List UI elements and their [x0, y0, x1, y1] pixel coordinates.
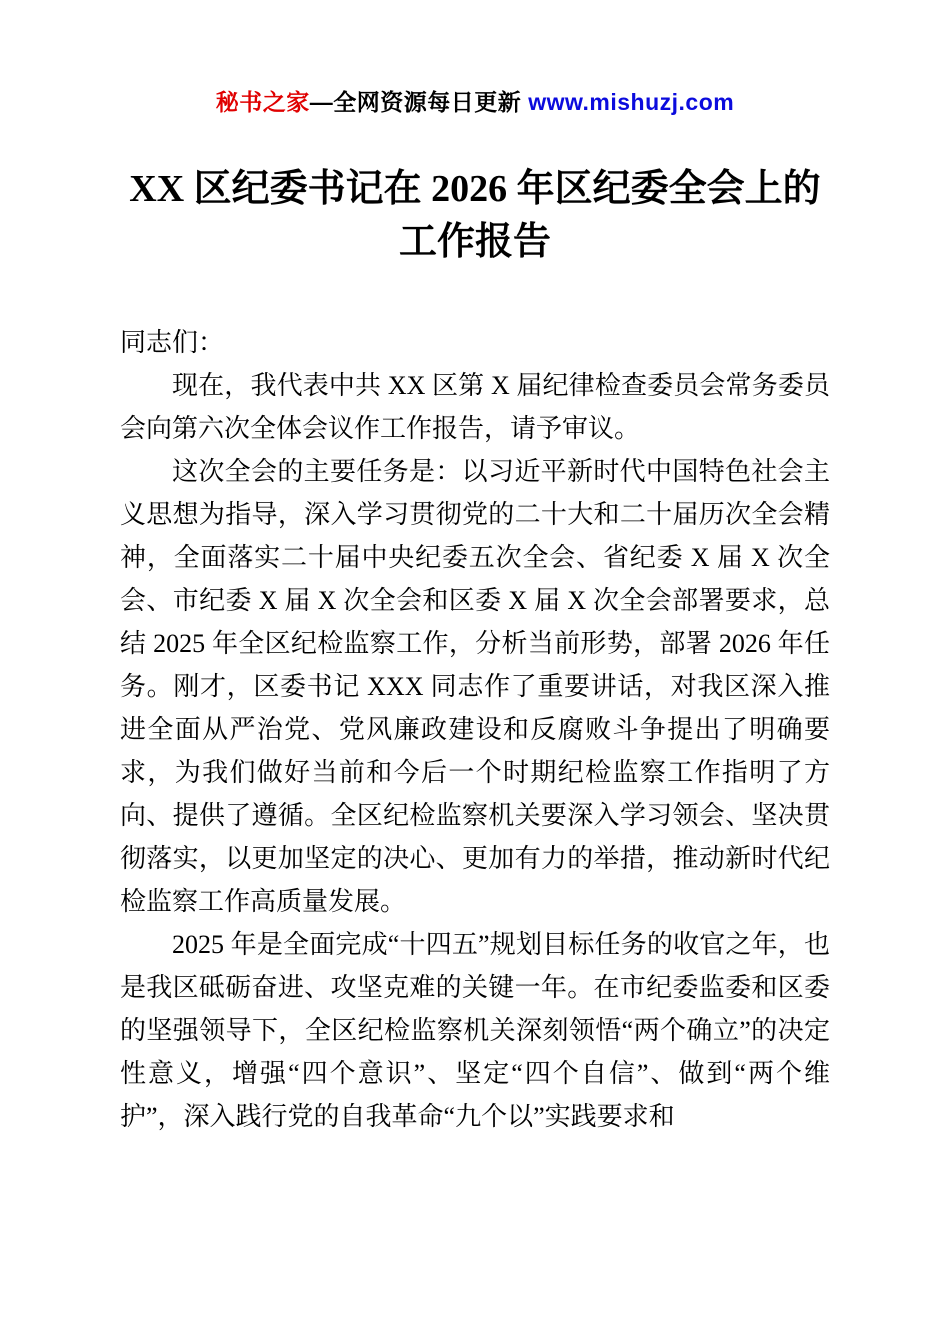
paragraph: 2025 年是全面完成“十四五”规划目标任务的收官之年，也是我区砥砺奋进、攻坚克难的关键一年。在市纪委监委和区委的坚强领导下，全区纪检监察机关深刻领悟“两个确立”的决定性意义，增强“四个意识”、坚定“四个自信”、做到“两个维护”，深入践行党的自我革命“九个以”实践要求和 — [120, 930, 830, 1132]
document-title: XX 区纪委书记在 2026 年区纪委全会上的工作报告 — [129, 168, 821, 264]
document-body — [120, 321, 830, 1138]
site-tagline: —全网资源每日更新 — [309, 89, 529, 115]
site-url-link[interactable]: www.mishuzj.com — [528, 89, 735, 115]
site-header — [120, 84, 830, 117]
salutation: 同志们： — [120, 328, 225, 358]
paragraph: 这次全会的主要任务是：以习近平新时代中国特色社会主义思想为指导，深入学习贯彻党的二十大和二十届历次全会精神，全面落实二十届中央纪委五次全会、省纪委 X 届 X 次全会、市纪委 X 届 X 次全会和区委 X 届 X 次全会部署要求，总结 2025 年全区纪检监察工作，分析当前形势，部署 2026 年任务。刚才，区委书记 XXX 同志作了重要讲话，对我区深入推进全面从严治党、党风廉政建设和反腐败斗争提出了明确要求，为我们做好当前和今后一个时期纪检监察工作指明了方向、提供了遵循。全区纪检监察机关要深入学习领会、坚决贯彻落实，以更加坚定的决心、更加有力的举措，推动新时代纪检监察工作高质量发展。 — [120, 457, 830, 917]
site-brand: 秘书之家 — [215, 89, 310, 115]
paragraph: 现在，我代表中共 XX 区第 X 届纪律检查委员会常务委员会向第六次全体会议作工作报告，请予审议。 — [120, 371, 830, 444]
